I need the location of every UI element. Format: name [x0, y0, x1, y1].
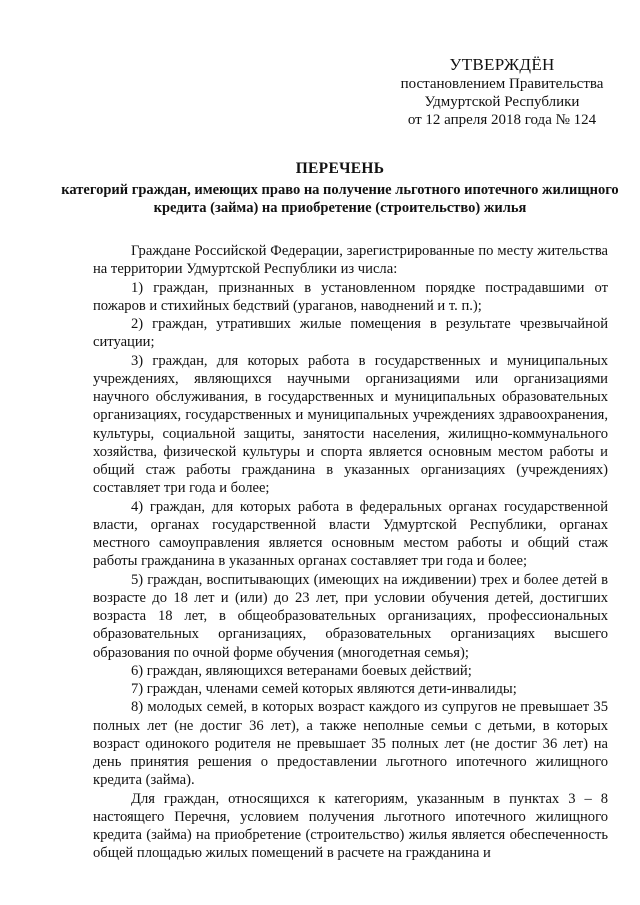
document-body [93, 242, 608, 863]
approval-block [392, 55, 612, 129]
intro-paragraph: Граждане Российской Федерации, зарегистрированные по месту жительства на территории Удмуртской Республики из числа: [93, 243, 608, 278]
list-item-3: 3) граждан, для которых работа в государственных и муниципальных учреждениях, являющихся научными организациями или организациями научного обслуживания, в государственных и муниципальных образовательных организациях, государственных и муниципальных учреждениях здравоохранения, культуры, социальной защиты, занятости населения, жилищно-коммунального хозяйства, физической культуры и спорта является основным местом работы и общий стаж работы гражданина в указанных организациях (учреждениях) составляет три года и более; [93, 352, 608, 497]
approval-region: Удмуртской Республики [424, 94, 580, 110]
document-title: ПЕРЕЧЕНЬ [295, 160, 385, 177]
list-item-2: 2) граждан, утративших жилые помещения в результате чрезвычайной ситуации; [93, 316, 608, 351]
list-item-6: 6) граждан, являющихся ветеранами боевых действий; [131, 662, 472, 679]
list-item-1: 1) граждан, признанных в установленном порядке пострадавшими от пожаров и стихийных бедствий (ураганов, наводнений и т. п.); [93, 279, 608, 314]
list-item-8: 8) молодых семей, в которых возраст каждого из супругов не превышает 35 полных лет (не достиг 36 лет), а также неполные семьи с детьми, в которых возраст одинокого родителя не превышает 35 полных лет (не достиг 36 лет) на день принятия решения о предоставлении льготного ипотечного жилищного кредита (займа). [93, 699, 608, 789]
approval-date-number: от 12 апреля 2018 года № 124 [407, 112, 597, 128]
document-subtitle: категорий граждан, имеющих право на получение льготного ипотечного жилищного кредита (займа) на приобретение (строительство) жилья [61, 182, 619, 216]
approval-issuer: постановлением Правительства [400, 76, 604, 92]
condition-paragraph: Для граждан, относящихся к категориям, указанным в пунктах 3 – 8 настоящего Перечня, условием получения льготного ипотечного жилищного кредита (займа) на приобретение (строительство) жилья является обеспеченность общей площадью жилых помещений в расчете на гражданина и [93, 790, 608, 862]
list-item-7: 7) граждан, членами семей которых являются дети-инвалиды; [131, 681, 517, 697]
list-item-5: 5) граждан, воспитывающих (имеющих на иждивении) трех и более детей в возрасте до 18 лет и (или) до 23 лет, при условии обучения детей, достигших возраста 18 лет, в общеобразовательных организациях, профессиональных образовательных организациях, образовательных организациях высшего образования по очной форме обучения (многодетная семья); [93, 571, 608, 661]
list-item-4: 4) граждан, для которых работа в федеральных органах государственной власти, органах государственной власти Удмуртской Республики, органах местного самоуправления является основным местом работы и общий стаж работы гражданина в указанных органах составляет три года и более; [93, 498, 608, 570]
approval-title: УТВЕРЖДЁН [449, 55, 555, 74]
document-heading [60, 160, 620, 217]
